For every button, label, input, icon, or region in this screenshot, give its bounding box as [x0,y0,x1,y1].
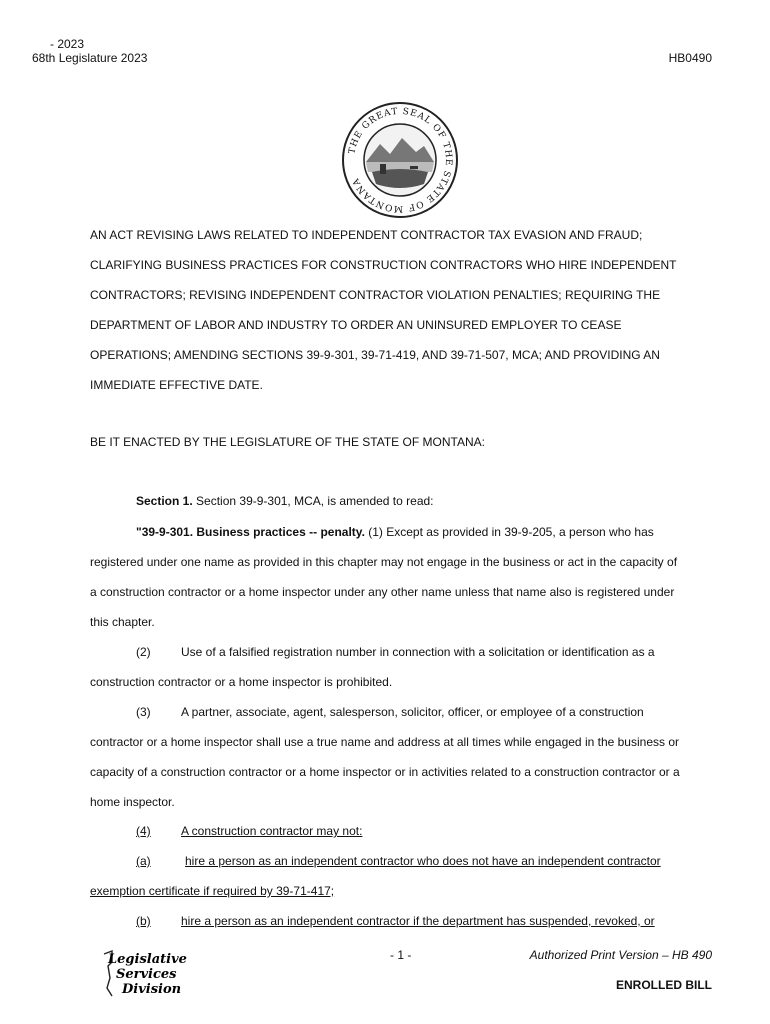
subparagraph-b-number: (b) [136,914,151,928]
logo-word: Legislative [108,952,187,967]
title-line: DEPARTMENT OF LABOR AND INDUSTRY TO ORDER AN UNINSURED EMPLOYER TO CEASE [90,318,622,332]
title-line: OPERATIONS; AMENDING SECTIONS 39-9-301, 39-71-419, AND 39-71-507, MCA; AND PROVIDING AN [90,348,660,362]
header-year: - 2023 [50,37,85,51]
section-heading [136,494,434,508]
paragraph-text: (1) Except as provided in 39-9-205, a person who has [368,525,654,539]
section-heading-text: Section 39-9-301, MCA, is amended to read: [196,494,434,508]
header-legislature: 68th Legislature 2023 [32,51,148,65]
seal-ring-text: THE GREAT SEAL OF THE STATE OF MONTANA [347,106,454,214]
page-number: - 1 - [390,948,412,962]
title-line: AN ACT REVISING LAWS RELATED TO INDEPENDENT CONTRACTOR TAX EVASION AND FRAUD; [90,228,643,242]
statute-paragraph-1 [136,525,654,539]
print-version: Authorized Print Version – HB 490 [529,948,712,962]
subparagraph-a-line: exemption certificate if required by 39-71-417; [90,884,335,898]
paragraph-4-text: A construction contractor may not: [181,824,363,838]
paragraph-line: construction contractor or a home inspector is prohibited. [90,675,393,689]
title-line: CLARIFYING BUSINESS PRACTICES FOR CONSTRUCTION CONTRACTORS WHO HIRE INDEPENDENT [90,258,677,272]
logo-word: Services [116,967,177,982]
logo-word: Division [122,982,182,997]
title-line: CONTRACTORS; REVISING INDEPENDENT CONTRACTOR VIOLATION PENALTIES; REQUIRING THE [90,288,661,302]
title-line: IMMEDIATE EFFECTIVE DATE. [90,378,263,392]
paragraph-line: home inspector. [90,795,175,809]
paragraph-3-text: A partner, associate, agent, salesperson, solicitor, officer, or employee of a construction [181,705,644,719]
legislative-services-division-logo [100,948,190,1000]
statute-title: "39-9-301. Business practices -- penalty. [136,525,365,539]
subparagraph-a-number: (a) [136,854,151,868]
paragraph-line: registered under one name as provided in this chapter may not engage in the business or act in the capacity of [90,555,678,569]
subparagraph-a-text: hire a person as an independent contractor who does not have an independent contractor [185,854,661,868]
paragraph-line: capacity of a construction contractor or a home inspector or in activities related to a construction contractor or a [90,765,680,779]
paragraph-line: this chapter. [90,615,155,629]
paragraph-4-number: (4) [136,824,151,838]
paragraph-2-number: (2) [136,645,151,659]
enrolled-bill-label: ENROLLED BILL [616,978,712,992]
paragraph-line: contractor or a home inspector shall use a true name and address at all times while engaged in the business or [90,735,679,749]
section-number: Section 1. [136,494,193,508]
header-bill-number: HB0490 [668,51,712,65]
paragraph-2-text: Use of a falsified registration number in connection with a solicitation or identification as a [181,645,655,659]
paragraph-3-number: (3) [136,705,151,719]
paragraph-line: a construction contractor or a home inspector under any other name unless that name also is registered under [90,585,675,599]
state-seal-image [340,100,460,220]
subparagraph-b-text: hire a person as an independent contractor if the department has suspended, revoked, or [181,914,655,928]
enacting-clause: BE IT ENACTED BY THE LEGISLATURE OF THE STATE OF MONTANA: [90,435,485,449]
